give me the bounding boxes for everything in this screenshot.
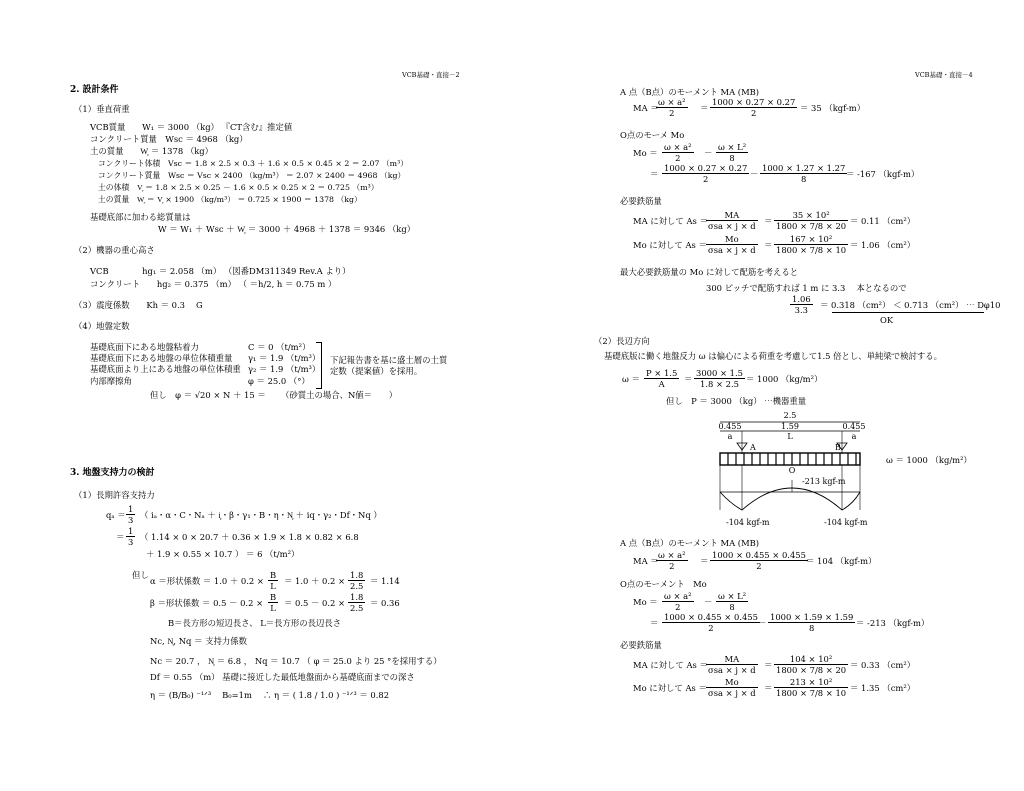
formula: ＝ 0.36	[370, 598, 400, 608]
text-line: コンクリート質量 Wsc ＝ 4968 （kg）	[90, 134, 248, 144]
formula: ＝	[764, 660, 773, 670]
moment-mid: -213 kgf-m	[802, 477, 846, 486]
text-line: O点のモーメント Mo	[620, 579, 707, 589]
fraction: $\frac{1000 \times 1.27 \times 1.27}{8}$	[762, 163, 846, 184]
fraction: $\frac{3000 \times 1.5}{1.8 \times 2.5}$	[696, 368, 743, 389]
formula: ＝ 1.0 ＋ 0.2 ×	[284, 576, 346, 586]
fraction: $\frac{1000 \times 1.59 \times 1.59}{8}$	[770, 612, 854, 633]
label-L: L	[787, 432, 793, 441]
moment-left: -104 kgf-m	[726, 518, 770, 527]
subsection-title: （2）長辺方向	[594, 336, 650, 346]
formula: α ＝形状係数 ＝ 1.0 ＋ 0.2 ×	[150, 576, 264, 586]
formula: －	[758, 618, 767, 628]
formula: ＝ 1.35 （cm²）	[850, 683, 916, 693]
formula: Mo ＝	[633, 597, 658, 607]
text-line: 基礎底面下にある地盤粘着力	[90, 342, 199, 352]
formula: Mo ＝	[633, 148, 658, 158]
fraction: Mo σsa × j × d	[708, 234, 756, 255]
fraction: $\frac{1000 \times 0.455 \times 0.455}{2}$	[664, 612, 758, 633]
moment-curve	[720, 488, 860, 510]
label-a: a	[851, 432, 857, 441]
fraction: $\frac{P \times 1.5}{A}$	[646, 368, 678, 389]
header-right: VCB基礎・直接－4	[915, 71, 973, 79]
text-line: 必要鉄筋量	[620, 196, 662, 206]
formula: MA に対して As ＝	[633, 216, 708, 226]
text-line: VCB hg₁ ＝ 2.058 （m） （図番DM311349 Rev.A より）	[90, 266, 351, 276]
text-line: A 点（B点）のモーメント MA (MB)	[620, 87, 760, 97]
text-line: A 点（B点）のモーメント MA (MB)	[620, 538, 760, 548]
formula: ＝ 0.318 （cm²） ＜ 0.713 （cm²） ⋯ Dφ10	[820, 300, 1001, 310]
text-line: OK	[880, 315, 894, 325]
fraction: $\frac{1}{3}$	[128, 504, 134, 525]
text-line: コンクリート質量 Wsc ＝ Vsc × 2400 （kg/m³） ＝ 2.07 × 2400 ＝ 4968 （kg）	[98, 171, 406, 180]
formula: ＝ 1.06 （cm²）	[850, 240, 916, 250]
text-line: 基礎底部に加わる総質量は	[90, 212, 191, 222]
formula: （ iₐ・α・C・Nₐ ＋ i᷊・β・γ₁・B・η・N᷊ ＋ iq・γ₂・Df・Nq ）	[140, 510, 382, 520]
formula: －	[704, 597, 713, 607]
fraction: $\frac{\text{ω × a²}}{2}$	[664, 591, 692, 612]
section-title: 2. 設計条件	[70, 85, 119, 95]
text-line: C ＝ 0 （t/m²）	[248, 342, 311, 352]
label-B: B	[835, 443, 841, 452]
text-line: VCB質量 W₁ ＝ 3000 （kg） 『CT含む』推定値	[90, 122, 293, 132]
text-line: φ ＝ 25.0 （°）	[248, 376, 310, 386]
formula: （ 1.14 × 0 × 20.7 ＋ 0.36 × 1.9 × 1.8 × 0.82 × 6.8	[140, 532, 359, 542]
subsection-title: （3）震度係数 Kh ＝ 0.3 G	[74, 300, 203, 310]
formula: Mo に対して As ＝	[633, 683, 707, 693]
divider	[832, 312, 984, 313]
formula: －	[750, 169, 759, 179]
formula: ＝	[700, 556, 709, 566]
formula: ＝	[764, 240, 773, 250]
text-line: 但し P ＝ 3000 （kg） ⋯機器重量	[666, 396, 807, 406]
text-line: 最大必要鉄筋量の Mo に対して配筋を考えると	[620, 267, 799, 277]
fraction: $\frac{B}{L}$	[270, 570, 277, 591]
formula: MA ＝	[633, 103, 659, 113]
formula: ＝ 0.11 （cm²）	[850, 216, 916, 226]
formula: Mo に対して As ＝	[633, 240, 707, 250]
formula: ω ＝	[622, 374, 640, 384]
formula: ＝	[684, 374, 693, 384]
formula: ＝ 35 （kgf-m）	[800, 103, 866, 113]
note: 定数（提案値）を採用。	[330, 366, 423, 376]
fraction: $\frac{1.8}{2.5}$	[350, 592, 364, 613]
fraction: $\frac{\text{104 × 10²}}{1800 \times 7/8 \times 20}$	[776, 654, 847, 675]
text-line: コンクリート hg₂ ＝ 0.375 （m） （ ＝h/2, h ＝ 0.75 m ）	[90, 279, 337, 289]
fraction: $\frac{1}{3}$	[128, 526, 134, 547]
text-line: η ＝ (B/B₀) ⁻¹ᐟ³ B₀=1m ∴ η ＝ ( 1.8 / 1.0 ) ⁻¹ᐟ³ ＝ 0.82	[150, 690, 390, 700]
formula: ＝ 0.33 （cm²）	[850, 660, 916, 670]
label-a: a	[727, 432, 733, 441]
note: 下記報告書を基に盛土層の土質	[330, 355, 448, 365]
text-line: 必要鉄筋量	[620, 640, 662, 650]
text-line: O点のモーメ Mo	[620, 130, 685, 140]
fraction: $\frac{\text{35 × 10²}}{1800 \times 7/8 \times 20}$	[776, 210, 847, 231]
fraction: $\frac{\text{ω × L²}}{8}$	[718, 591, 747, 612]
formula: MA ＝	[633, 556, 659, 566]
formula: ＝ 1000 （kg/m²）	[746, 374, 823, 384]
fraction: $\frac{1000 \times 0.27 \times 0.27}{2}$	[664, 163, 748, 184]
formula: ＝	[650, 169, 659, 179]
dim-mid: 1.59	[781, 422, 799, 431]
label-O: O	[788, 466, 796, 475]
subsection-title: （4）地盤定数	[74, 321, 130, 331]
formula: MA に対して As ＝	[633, 660, 708, 670]
load-block	[720, 453, 860, 465]
formula: ＝ -213 （kgf-m）	[856, 618, 930, 628]
text-line: 300 ピッチで配筋すれば 1 m に 3.3 本となるので	[706, 283, 907, 293]
fraction: $\frac{\text{213 × 10²}}{1800 \times 7/8 \times 10}$	[776, 677, 847, 698]
formula: ＝	[700, 103, 709, 113]
formula: ＝ 0.5 － 0.2 ×	[284, 598, 346, 608]
text-line: 基礎底面下にある地盤の単位体積重量	[90, 353, 233, 363]
fraction: $\frac{\text{167 × 10²}}{1800 \times 7/8 \times 10}$	[776, 234, 847, 255]
text-line: 但し	[132, 570, 149, 580]
text-line: 但し φ ＝ √20 × N ＋ 15 ＝ （砂質土の場合、N値＝ ）	[150, 390, 398, 400]
text-line: Df ＝ 0.55 （m） 基礎に接近した最低地盤面から基礎底面までの深さ	[150, 672, 415, 682]
fraction: $\frac{\text{ω × a²}}{2}$	[658, 550, 686, 571]
fraction: Mo σsa × j × d	[708, 677, 756, 698]
subsection-title: （1）垂直荷重	[74, 104, 130, 114]
text-line: B＝長方形の短辺長さ、 L＝長方形の長辺長さ	[168, 618, 342, 628]
formula: ＝ 1.14	[370, 576, 400, 586]
text-line: 土の質量 W᷊ ＝ 1378 （kg）	[90, 146, 214, 156]
text-line: 内部摩擦角	[90, 376, 132, 386]
fraction: $\frac{B}{L}$	[270, 592, 277, 613]
formula: ＝ -167 （kgf-m）	[846, 169, 920, 179]
text-line: 基礎底面より上にある地盤の単位体積重	[90, 364, 241, 374]
dim-total: 2.5	[783, 411, 797, 420]
fraction: $\frac{1.8}{2.5}$	[350, 570, 364, 591]
beam-diagram	[712, 410, 872, 530]
text-line: 土の体積 V᷊ ＝ 1.8 × 2.5 × 0.25 － 1.6 × 0.5 × 0.25 × 2 ＝ 0.725 （m³）	[98, 183, 379, 192]
fraction: MA σsa × j × d	[708, 654, 756, 675]
text-line: γ₂ ＝ 1.9 （t/m³）	[248, 364, 321, 374]
header-left: VCB基礎・直接－2	[402, 71, 460, 79]
fraction: $\frac{1.06}{3.3}$	[792, 294, 811, 315]
formula: β ＝形状係数 ＝ 0.5 － 0.2 ×	[150, 598, 264, 608]
subsection-title: （1）長期許容支持力	[74, 490, 155, 500]
text-line: 基礎底版に働く地盤反力 ω は偏心による荷重を考慮して1.5 倍とし、単純梁で検討する。	[604, 351, 943, 361]
moment-right: -104 kgf-m	[824, 518, 868, 527]
formula: ＝	[764, 683, 773, 693]
formula: ＝	[116, 532, 125, 542]
subsection-title: （2）機器の重心高さ	[74, 245, 155, 255]
dim-a2: 0.455	[842, 422, 866, 431]
formula: ＋ 1.9 × 0.55 × 10.7 ） ＝ 6 （t/m²）	[146, 549, 300, 559]
text-line: γ₁ ＝ 1.9 （t/m³）	[248, 353, 321, 363]
fraction: $\frac{1000 \times 0.455 \times 0.455}{2}$	[712, 550, 806, 571]
load-hatching	[728, 453, 856, 465]
text-line: 土の質量 W᷊ ＝ V᷊ × 1900 （kg/m³） ＝ 0.725 × 1900 ＝ 1378 （kg）	[98, 195, 362, 204]
formula: ＝	[764, 216, 773, 226]
text-line: W ＝ W₁ ＋ Wsc ＋ W᷊ ＝ 3000 ＋ 4968 ＋ 1378 ＝ 9346 （kg）	[158, 224, 416, 234]
text-line: Nc ＝ 20.7 ， N᷊ ＝ 6.8 ， Nq ＝ 10.7 （ φ ＝ 25.0 より 25 °を採用する）	[150, 656, 442, 666]
formula: ＝	[650, 618, 659, 628]
dim-a1: 0.455	[718, 422, 742, 431]
label-A: A	[750, 443, 756, 452]
text-line: コンクリート体積 Vsc ＝ 1.8 × 2.5 × 0.3 ＋ 1.6 × 0.5 × 0.45 × 2 ＝ 2.07 （m³）	[98, 159, 408, 168]
formula: ＝ 104 （kgf-m）	[806, 556, 877, 566]
fraction: $\frac{\text{ω × L²}}{8}$	[718, 142, 747, 163]
fraction: $\frac{\text{ω × a²}}{2}$	[658, 97, 686, 118]
bracket	[316, 342, 322, 389]
fraction: $\frac{1000 \times 0.27 \times 0.27}{2}$	[712, 97, 796, 118]
section-title: 3. 地盤支持力の検討	[70, 468, 155, 478]
formula: qₐ ＝	[106, 510, 126, 520]
fraction: $\frac{\text{ω × a²}}{2}$	[664, 142, 692, 163]
text-line: ω ＝ 1000 （kg/m²）	[886, 455, 972, 465]
fraction: MA σsa × j × d	[708, 210, 756, 231]
text-line: Nc, N᷊, Nq ＝ 支持力係数	[150, 636, 247, 646]
formula: －	[704, 148, 713, 158]
